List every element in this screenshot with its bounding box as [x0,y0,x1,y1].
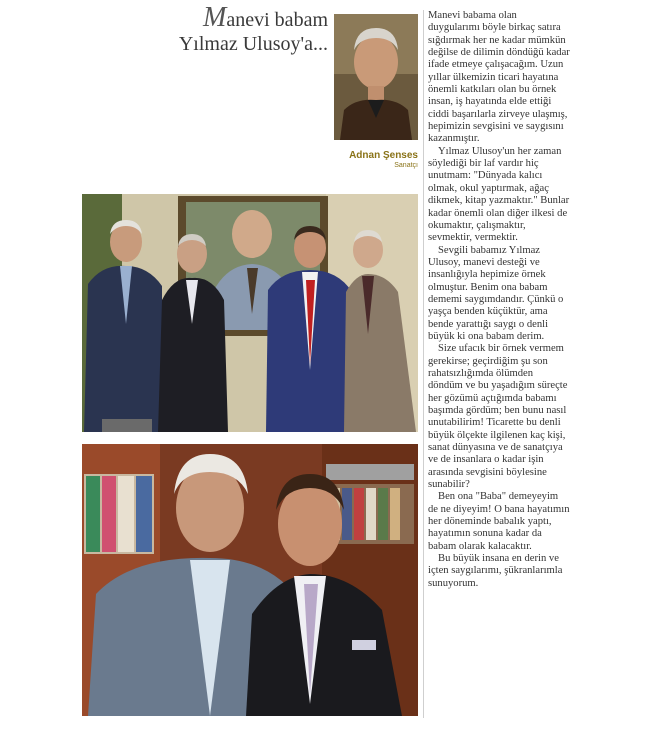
title-line-1 [150,2,328,33]
author-portrait-photo [334,14,418,140]
paragraph-1: Manevi babama olan duygularımı böyle birkaç satıra sığdırmak her ne kadar mümkün değilse de dilimin döndüğü kadar ifade etmeye çalışacağım. Uzun yıllar ülkemizin ticari hayatına önemli katkıları olan bu örnek insan, iş hayatında elde ettiği ciddi başarılarla zirveye ulaşmış, hepimizin sevgisini ve saygısını kazanmıştır. [428,10,570,145]
paragraph-6: Bu büyük insana en derin ve içten saygılarımı, şükranlarımla sunuyorum. [428,553,563,589]
group-photo [82,194,418,432]
article-body [428,10,570,590]
paragraph-5: Ben ona "Baba" demeyeyim de ne diyeyim! O bana hayatımın her döneminde babalık yaptı, hayatımın sonuna kadar da babam olarak kalacaktır. [428,491,570,552]
column-divider [423,10,424,718]
author-name: Adnan Şenses [349,150,418,161]
paragraph-4: Size ufacık bir örnek vermem gerekirse; geçirdiğim şu son rahatsızlığımda ölümden döndüm ve bu yaşadığım süreçte her gözümü açtığımda babamı başımda gördüm; ben bunu nasıl unutabilirim! Ticarette bu denli büyük ölçekte ilgilenen kaç kişi, sanat dünyasına ve de sanatçıya ve de insanlara o kadar işin arasında sevgisini böylesine sunabilir? [428,343,568,491]
title-line-1-text: anevi babam [226,9,328,31]
author-credit [334,150,418,169]
article-title [150,2,328,56]
paragraph-3: Sevgili babamız Yılmaz Ulusoy, manevi desteği ve insanlığıyla hepimize örnek olmuştur. Benim ona babam dememi saygımdandır. Çünkü o yaşça benden küçüktür, ama bende yarattığı saygı o denli büyük ki ona babam derim. [428,244,564,342]
duo-photo [82,444,418,716]
author-role: Sanatçı [394,162,418,169]
title-drop-cap: M [203,2,227,33]
paragraph-2: Yılmaz Ulusoy'un her zaman söylediği bir laf vardır hiç unutmam: "Dünyada kalıcı olmak, okul yaptırmak, ağaç dikmek, kitap yazmaktır." Bunlar kadar önemli olan diğer ilkesi de okumaktır, çalışmaktır, sevmektir, vermektir. [428,145,570,244]
title-line-2: Yılmaz Ulusoy'a... [178,33,328,55]
